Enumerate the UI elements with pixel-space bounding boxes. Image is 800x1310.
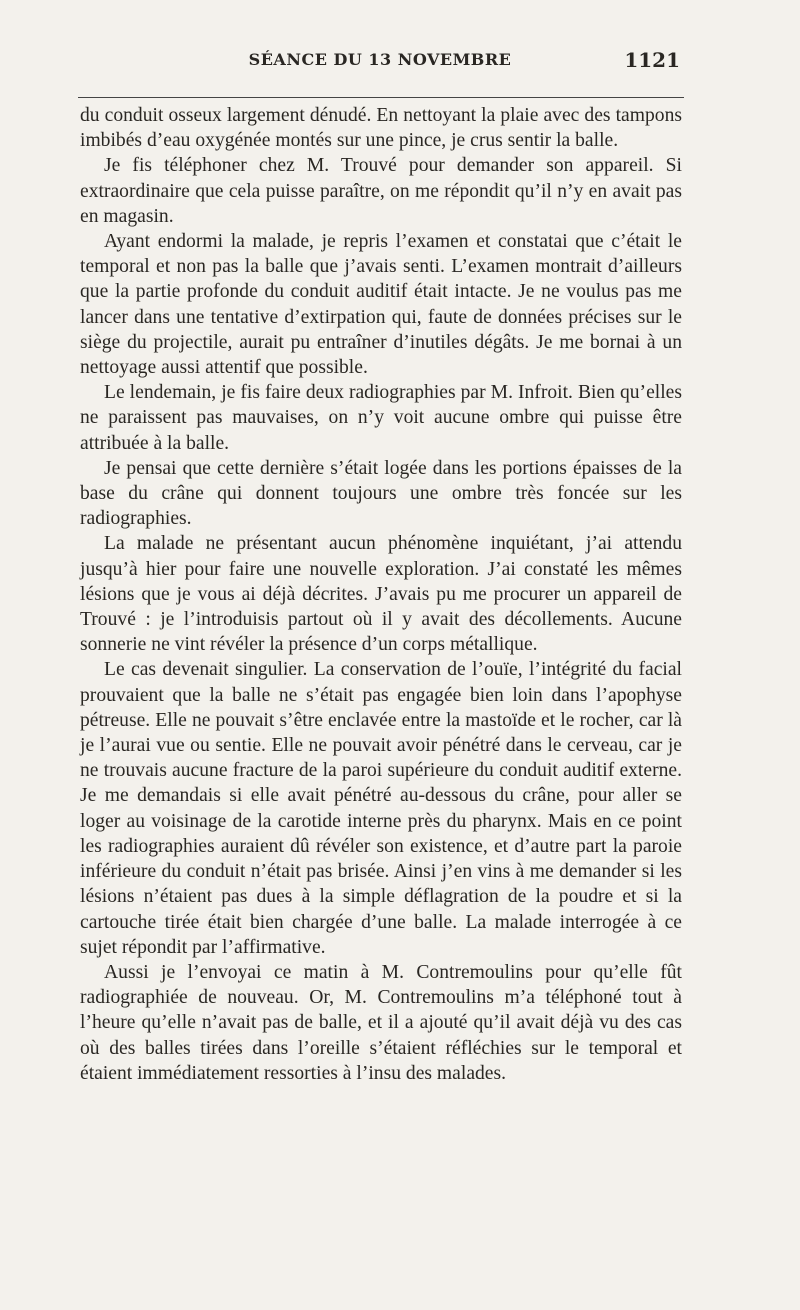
paragraph-2: Je fis téléphoner chez M. Trouvé pour demander son appareil. Si extraordinaire que cela puisse paraître, on me répondit qu’il n’y en avait pas en magasin. <box>80 155 682 227</box>
paragraph-6: La malade ne présentant aucun phénomène inquiétant, j’ai attendu jusqu’à hier pour faire une nouvelle exploration. J’ai constaté les mêmes lésions que je vous ai déjà décrites. J’avais pu me procurer un appareil de Trouvé : je l’introduisis partout où il y avait des décollements. Aucune sonnerie ne vint révéler la présence d’un corps métallique. <box>80 533 682 656</box>
paragraph-3: Ayant endormi la malade, je repris l’examen et constatai que c’était le temporal et non pas la balle que j’avais senti. L’examen montrait d’ailleurs que la partie profonde du conduit auditif était intacte. Je ne voulus pas me lancer dans une tentative d’extirpation qui, faute de données précises sur le siège du projectile, aurait pu entraîner d’inutiles dégâts. Je me bornai à un nettoyage aussi attentif que possible. <box>80 231 682 379</box>
body-text <box>80 103 682 1086</box>
paragraph-4: Le lendemain, je fis faire deux radiographies par M. Infroit. Bien qu’elles ne paraissent pas mauvaises, on n’y voit aucune ombre qui puisse être attribuée à la balle. <box>80 382 682 454</box>
paragraph-7: Le cas devenait singulier. La conservation de l’ouïe, l’intégrité du facial prouvaient que la balle ne s’était pas engagée bien loin dans l’apophyse pétreuse. Elle ne pouvait s’être enclavée entre la mastoïde et le rocher, car là je l’aurai vue ou sentie. Elle ne pouvait avoir pénétré dans le cerveau, car je ne trouvais aucune fracture de la paroi supérieure du conduit auditif externe. Je me demandais si elle avait pénétré au-dessous du crâne, pour aller se loger au voisinage de la carotide interne près du pharynx. Mais en ce point les radiographies auraient dû révéler son existence, et d’autre part la paroie inférieure du conduit n’était pas brisée. Ainsi j’en vins à me demander si les lésions n’étaient pas dues à la simple déflagration de la poudre et si la cartouche tirée était bien chargée d’une balle. La malade interrogée à ce sujet répondit par l’affirmative. <box>80 659 682 958</box>
page-header <box>78 48 682 78</box>
paragraph-8: Aussi je l’envoyai ce matin à M. Contremoulins pour qu’elle fût radiographiée de nouveau. Or, M. Contremoulins m’a téléphoné tout à l’heure qu’elle n’avait pas de balle, et il a ajouté qu’il avait déjà vu des cas où des balles tirées dans l’oreille s’étaient réfléchies sur le temporal et étaient immédiatement ressorties à l’insu des malades. <box>80 961 682 1084</box>
header-rule <box>78 97 684 98</box>
paragraph-5: Je pensai que cette dernière s’était logée dans les portions épaisses de la base du crâne qui donnent toujours une ombre très foncée sur les radiographies. <box>80 457 682 530</box>
running-title: SÉANCE DU 13 NOVEMBRE <box>248 50 512 69</box>
page-number: 1121 <box>624 48 680 72</box>
paragraph-1: du conduit osseux largement dénudé. En nettoyant la plaie avec des tampons imbibés d’eau oxygénée montés sur une pince, je crus sentir la balle. <box>80 105 682 152</box>
